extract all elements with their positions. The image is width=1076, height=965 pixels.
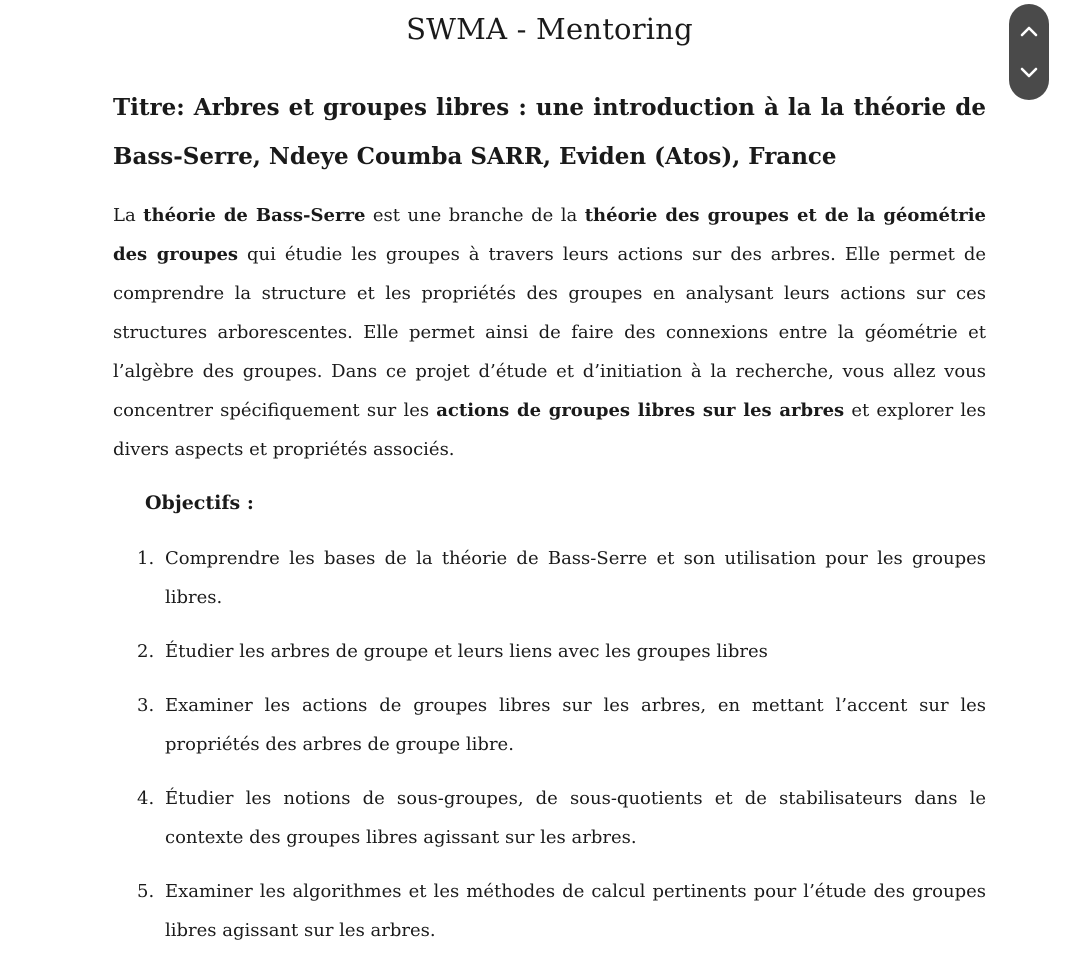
intro-text-4: et explorer les divers aspects et propriétés associés. xyxy=(113,400,987,460)
chevron-up-icon xyxy=(1020,25,1038,37)
intro-text-1: La xyxy=(113,205,144,226)
intro-bold-1: théorie de Bass-Serre xyxy=(143,205,366,226)
document-page xyxy=(113,0,986,965)
list-item-text: Examiner les algorithmes et les méthodes de calcul pertinents pour l’étude des groupes libres agissant sur les arbres. xyxy=(165,881,986,941)
objectives-list xyxy=(113,539,986,950)
list-item-text: Étudier les arbres de groupe et leurs liens avec les groupes libres xyxy=(165,641,768,662)
list-item-text: Examiner les actions de groupes libres sur les arbres, en mettant l’accent sur les propriétés des arbres de groupe libre. xyxy=(165,695,986,755)
list-item-number: 5. xyxy=(137,881,155,902)
scroll-down-button[interactable] xyxy=(1013,57,1045,89)
scroll-up-button[interactable] xyxy=(1013,15,1045,47)
list-item-number: 1. xyxy=(137,548,155,569)
list-item-text: Étudier les notions de sous-groupes, de sous-quotients et de stabilisateurs dans le contexte des groupes libres agissant sur les arbres. xyxy=(165,788,986,848)
chevron-down-icon xyxy=(1020,67,1038,79)
intro-paragraph xyxy=(113,196,986,469)
document-subtitle: Titre: Arbres et groupes libres : une introduction à la la théorie de Bass-Serre, Ndeye Coumba SARR, Eviden (Atos), France xyxy=(113,94,986,170)
list-item xyxy=(113,779,986,857)
document-title: SWMA - Mentoring xyxy=(406,12,693,46)
list-item xyxy=(113,872,986,950)
list-item-number: 3. xyxy=(137,695,155,716)
list-item xyxy=(113,539,986,617)
list-item xyxy=(113,686,986,764)
list-item-number: 2. xyxy=(137,641,155,662)
scroll-control xyxy=(1009,4,1049,100)
intro-text-2: est une branche de la xyxy=(365,205,585,226)
objectives-heading: Objectifs : xyxy=(145,492,254,514)
intro-bold-3: actions de groupes libres sur les arbres xyxy=(436,400,845,421)
intro-text-3: qui étudie les groupes à travers leurs actions sur des arbres. Elle permet de comprendre la structure et les propriétés des groupes en analysant leurs actions sur ces structures arborescentes. Elle permet ainsi de faire des connexions entre la géométrie et l’algèbre des groupes. Dans ce projet d’étude et d’initiation à la recherche, vous allez vous concentrer spécifiquement sur les xyxy=(113,244,986,421)
intro-bold-2: théorie des groupes et de la géométrie des groupes xyxy=(113,205,986,265)
list-item xyxy=(113,632,986,671)
list-item-text: Comprendre les bases de la théorie de Bass-Serre et son utilisation pour les groupes libres. xyxy=(165,548,986,608)
list-item-number: 4. xyxy=(137,788,155,809)
